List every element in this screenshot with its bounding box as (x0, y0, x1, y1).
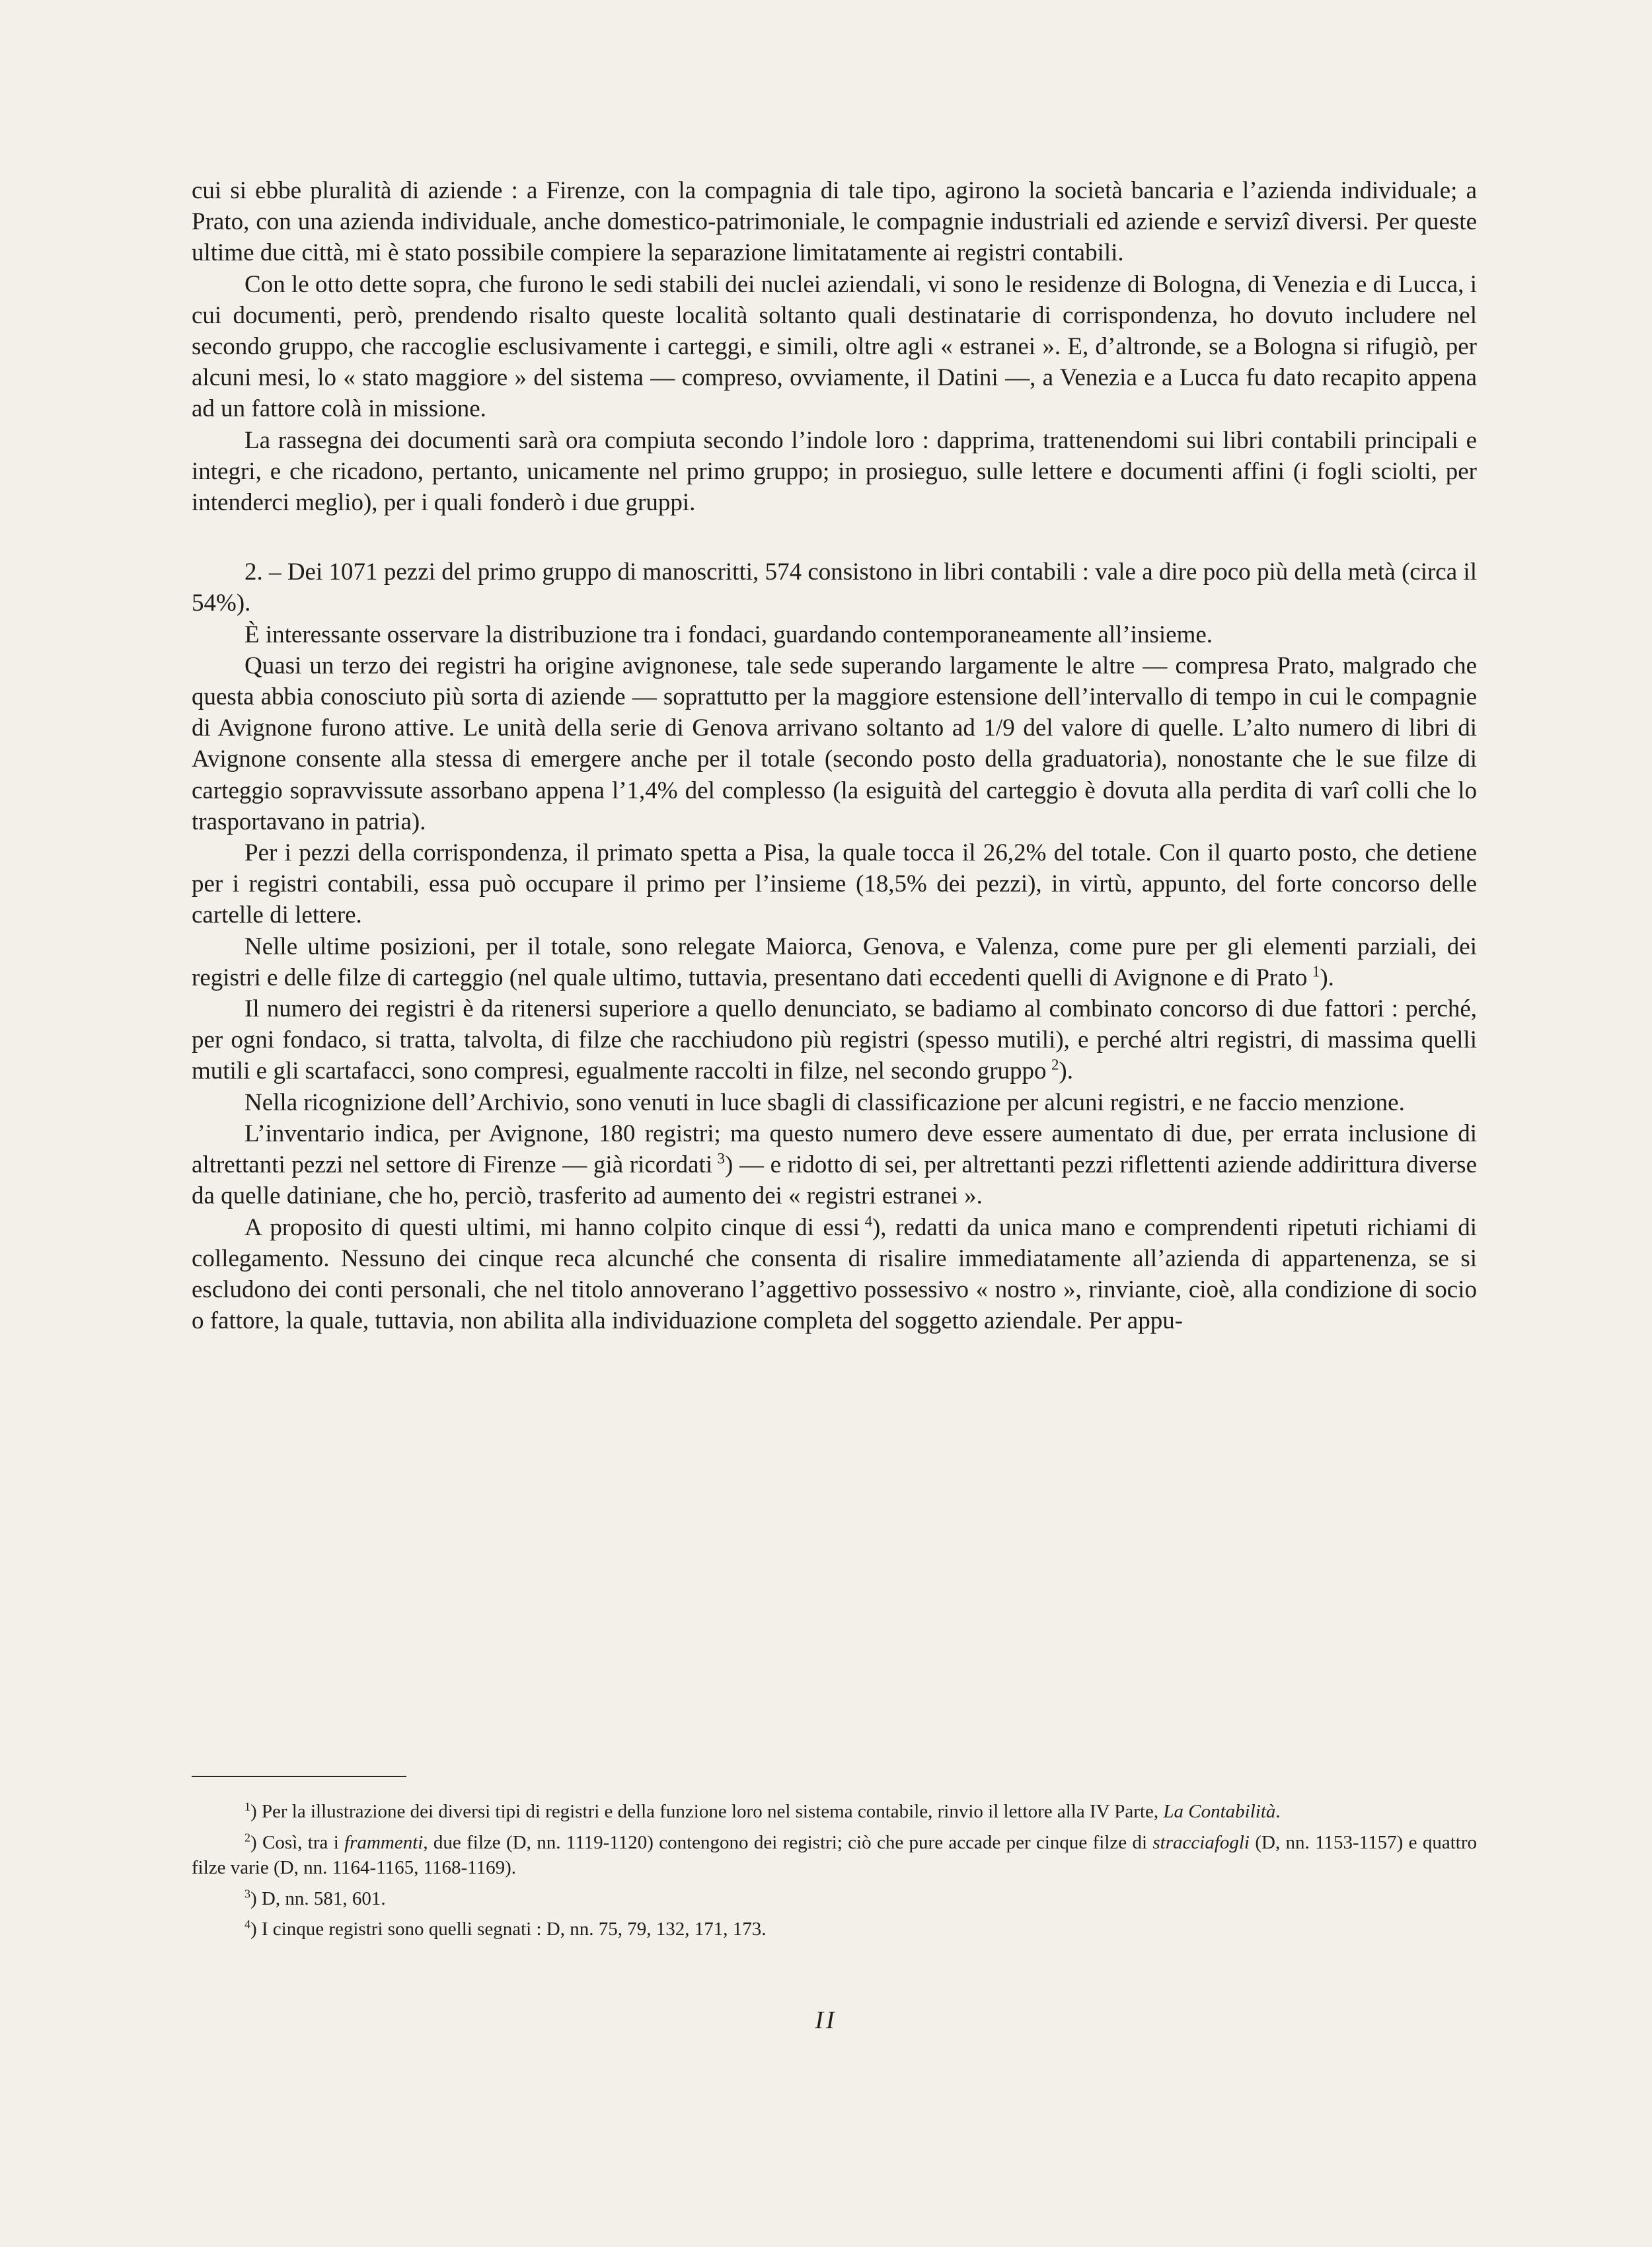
section-heading-paragraph: 2. – Dei 1071 pezzi del primo gruppo di manoscritti, 574 consistono in libri contabili : vale a dire poco più della metà (circa il 54%). (192, 558, 1477, 617)
paragraph (192, 1212, 1477, 1337)
paragraph-text: Nelle ultime posizioni, per il totale, sono relegate Maiorca, Genova, e Valenza, come pure per gli elementi parziali, dei registri e delle filze di carteggio (nel quale ultimo, tuttavia, presentano dati eccedenti quelli di Avignone e di Prato (192, 933, 1477, 991)
paragraph-text: L’inventario indica, per Avignone, 180 registri; ma questo numero deve essere aumentato di due, per errata inclusione di altrettanti pezzi nel settore di Firenze — già ricordati (192, 1120, 1477, 1179)
footnote-1 (192, 1799, 1477, 1825)
paragraph-text: ). (1320, 964, 1334, 991)
footnote-mark: 4 (244, 1917, 250, 1931)
footnote-ref: 2 (1051, 1057, 1059, 1074)
footnote-3 (192, 1886, 1477, 1912)
footnote-text: ) Così, tra i (250, 1831, 345, 1853)
footnote-2 (192, 1830, 1477, 1881)
footnote-ref: 4 (864, 1213, 872, 1230)
paragraph: Quasi un terzo dei registri ha origine avignonese, tale sede superando largamente le altre — compresa Prato, malgrado che questa abbia conosciuto più sorta di aziende — soprattutto per la maggiore estensione dell’intervallo di tempo in cui le compagnie di Avignone furono attive. Le unità della serie di Genova arrivano soltanto ad 1/9 del valore di quelle. L’alto numero di libri di Avignone consente alla stessa di emergere anche per il totale (secondo posto della graduatoria), nonostante che le sue filze di carteggio sopravvissute assorbano appena l’1,4% del complesso (la esiguità del carteggio è dovuta alla perdita di varî colli che lo trasportavano in patria). (192, 652, 1477, 835)
footnote-ref: 1 (1312, 963, 1320, 980)
footnote-mark: 3 (244, 1886, 250, 1900)
paragraph-text: A proposito di questi ultimi, mi hanno colpito cinque di essi (244, 1213, 860, 1241)
footnote-text: ) D, nn. 581, 601. (250, 1887, 386, 1909)
page-number: II (815, 2006, 837, 2034)
paragraph: Per i pezzi della corrispondenza, il primato spetta a Pisa, la quale tocca il 26,2% del totale. Con il quarto posto, che detiene per i registri contabili, essa può occupare il primo per l’insieme (18,5% dei pezzi), in virtù, appunto, del forte concorso delle cartelle di lettere. (192, 839, 1477, 929)
footnote-separator (192, 1776, 406, 1777)
footnote-text: . (1275, 1801, 1281, 1822)
paragraph: La rassegna dei documenti sarà ora compiuta secondo l’indole loro : dapprima, trattenendomi sui libri contabili principali e integri, e che ricadono, pertanto, unicamente nel primo gruppo; in prosieguo, sulle lettere e documenti affini (i fogli sciolti, per intenderci meglio), per i quali fonderò i due gruppi. (192, 426, 1477, 517)
footnotes (192, 1799, 1477, 1942)
footnote-text: , due filze (D, nn. 1119-1120) contengono dei registri; ciò che pure accade per cinque filze di (423, 1831, 1153, 1853)
footnote-mark: 2 (244, 1830, 250, 1844)
footnote-italic: La Contabilità (1163, 1801, 1276, 1822)
footnote-text: (D, nn. 1153-1157) e quattro filze varie (D, nn. 1164-1165, 1168-1169). (192, 1831, 1477, 1878)
footnote-mark: 1 (244, 1800, 250, 1813)
paragraph (192, 993, 1477, 1087)
paragraph-text: ) — e ridotto di sei, per altrettanti pezzi riflettenti aziende addirittura diverse da quelle datiniane, che ho, perciò, trasferito ad aumento dei « registri estranei ». (192, 1151, 1477, 1210)
main-text (192, 175, 1477, 1336)
paragraph: Con le otto dette sopra, che furono le sedi stabili dei nuclei aziendali, vi sono le residenze di Bologna, di Venezia e di Lucca, i cui documenti, però, prendendo risalto queste località soltanto quali destinatarie di corrispondenza, ho dovuto includere nel secondo gruppo, che raccoglie esclusivamente i carteggi, e simili, oltre agli « estranei ». E, d’altronde, se a Bologna si rifugiò, per alcuni mesi, lo « stato maggiore » del sistema — compreso, ovviamente, il Datini —, a Venezia e a Lucca fu dato recapito appena ad un fattore colà in missione. (192, 270, 1477, 423)
paragraph: Nella ricognizione dell’Archivio, sono venuti in luce sbagli di classificazione per alcuni registri, e ne faccio menzione. (244, 1088, 1405, 1116)
paragraph-text: ). (1059, 1057, 1073, 1085)
paragraph-text: ), redatti da unica mano e comprendenti ripetuti richiami di collegamento. Nessuno dei cinque reca alcunché che consenta di risalire immediatamente all’azienda di appartenenza, se si escludono dei conti personali, che nel titolo annoverano l’aggettivo possessivo « nostro », rinviante, cioè, alla condizione di socio o fattore, la quale, tuttavia, non abilita alla individuazione completa del soggetto aziendale. Per appu- (192, 1213, 1477, 1335)
paragraph (192, 1118, 1477, 1212)
section-gap (192, 518, 1477, 556)
footnote-italic: stracciafogli (1152, 1831, 1250, 1853)
paragraph-text: Il numero dei registri è da ritenersi superiore a quello denunciato, se badiamo al combinato concorso di due fattori : perché, per ogni fondaco, si tratta, talvolta, di filze che racchiudono più registri (spesso mutili), e perché altri registri, di massima quelli mutili e gli scartafacci, sono compresi, egualmente raccolti in filze, nel secondo gruppo (192, 995, 1477, 1085)
footnote-4 (192, 1917, 1477, 1942)
paragraph: cui si ebbe pluralità di aziende : a Firenze, con la compagnia di tale tipo, agirono la società bancaria e l’azienda individuale; a Prato, con una azienda individuale, anche domestico-patrimoniale, le compagnie industriali ed aziende e servizî diversi. Per queste ultime due città, mi è stato possibile compiere la separazione limitatamente ai registri contabili. (192, 177, 1477, 267)
footnote-italic: frammenti (344, 1831, 424, 1853)
footnote-text: ) Per la illustrazione dei diversi tipi di registri e della funzione loro nel sistema contabile, rinvio il lettore alla IV Parte, (250, 1801, 1164, 1822)
footnote-text: ) I cinque registri sono quelli segnati : D, nn. 75, 79, 132, 171, 173. (250, 1919, 767, 1940)
paragraph: È interessante osservare la distribuzione tra i fondaci, guardando contemporaneamente all’insieme. (244, 621, 1213, 648)
footnote-ref: 3 (717, 1150, 725, 1167)
paragraph (192, 931, 1477, 993)
